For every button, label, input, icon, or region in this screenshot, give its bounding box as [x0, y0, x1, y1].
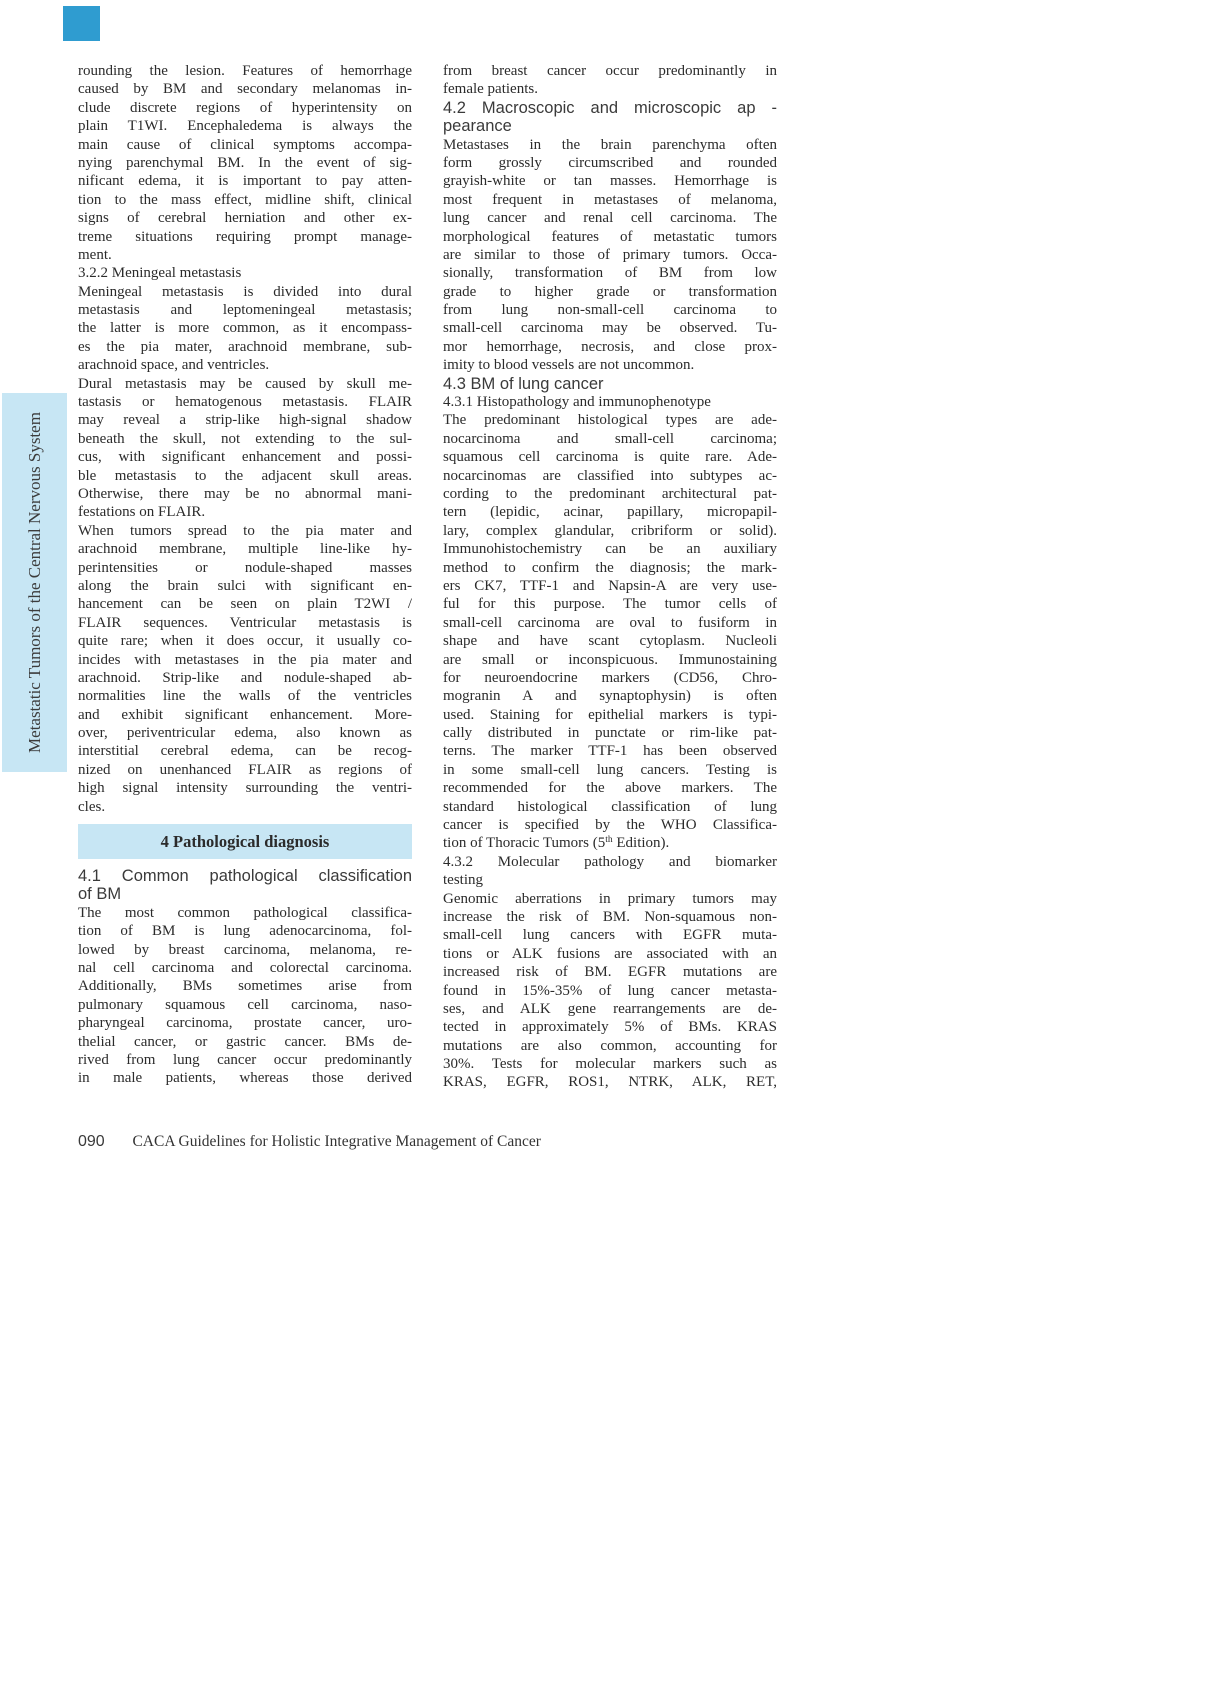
text-line: 4.3.2 Molecular pathology and biomarker: [443, 853, 777, 870]
text-line: Otherwise, there may be no abnormal mani-: [78, 485, 412, 502]
text-line: FLAIR sequences. Ventricular metastasis is: [78, 614, 412, 631]
text-line: used. Staining for epithelial markers is typi-: [443, 706, 777, 723]
text-line: interstitial cerebral edema, can be recog-: [78, 743, 412, 760]
paragraph: [443, 62, 777, 99]
text-line: recommended for the above markers. The: [443, 780, 777, 797]
text-line: of BM: [78, 885, 122, 904]
text-line: form grossly circumscribed and rounded: [443, 154, 777, 171]
page-number: 090: [78, 1133, 105, 1150]
paragraph: [443, 393, 777, 411]
text-line: nying parenchymal BM. In the event of sig-: [78, 154, 412, 171]
paragraph: [78, 522, 412, 816]
text-line: cus, with significant enhancement and possi-: [78, 449, 412, 466]
paragraph: [443, 136, 777, 375]
text-line: When tumors spread to the pia mater and: [78, 522, 412, 539]
text-line: nocarcinomas are classified into subtypes ac-: [443, 467, 777, 484]
text-line: standard histological classification of lung: [443, 798, 777, 815]
text-line: method to confirm the diagnosis; the mark-: [443, 559, 777, 576]
paragraph: [78, 62, 412, 264]
text-line: are similar to those of primary tumors. Occa-: [443, 246, 777, 263]
text-line: 30%. Tests for molecular markers such as: [443, 1056, 777, 1073]
text-line: increase the risk of BM. Non-squamous non-: [443, 908, 777, 925]
footer-title: CACA Guidelines for Holistic Integrative Management of Cancer: [132, 1133, 541, 1150]
text-line: cording to the predominant architectural pat-: [443, 485, 777, 502]
page-footer: [78, 1133, 778, 1151]
text-line: Additionally, BMs sometimes arise from: [78, 978, 412, 995]
text-line: pearance: [443, 117, 512, 136]
text-line: beneath the skull, not extending to the sul-: [78, 430, 412, 447]
text-line: lung cancer and renal cell carcinoma. The: [443, 210, 777, 227]
text-line: nal cell carcinoma and colorectal carcinoma.: [78, 959, 412, 976]
text-line: metastasis and leptomeningeal metastasis;: [78, 302, 412, 319]
text-line: may reveal a strip-like high-signal shadow: [78, 412, 412, 429]
text-line: signs of cerebral herniation and other ex-: [78, 210, 412, 227]
text-line: in male patients, whereas those derived: [78, 1070, 412, 1087]
section-heading: [443, 99, 777, 136]
text-line: normalities line the walls of the ventricles: [78, 688, 412, 705]
text-line: in some small-cell lung cancers. Testing is: [443, 761, 777, 778]
text-line: are small or inconspicuous. Immunostaining: [443, 651, 777, 668]
text-line: KRAS, EGFR, ROS1, NTRK, ALK, RET,: [443, 1074, 777, 1091]
text-line: cally distributed in punctate or rim-like pat-: [443, 725, 777, 742]
chapter-tab: [2, 393, 67, 772]
text-line: morphological features of metastatic tumors: [443, 228, 777, 245]
text-line: [443, 834, 777, 852]
text-line: the latter is more common, as it encompass-: [78, 320, 412, 337]
text-line: quite rare; when it does occur, it usually co-: [78, 633, 412, 650]
text-line: rived from lung cancer occur predominantly: [78, 1051, 412, 1068]
corner-marker-square: [63, 6, 100, 41]
text-line: pulmonary squamous cell carcinoma, naso-: [78, 996, 412, 1013]
text-line: female patients.: [443, 81, 538, 98]
text-line: 4.3 BM of lung cancer: [443, 374, 604, 393]
text-line: small-cell lung cancers with EGFR muta-: [443, 927, 777, 944]
text-line: testing: [443, 872, 483, 889]
paragraph: [443, 853, 777, 890]
text-line: tion to the mass effect, midline shift, clinical: [78, 191, 412, 208]
text-line: perintensities or nodule-shaped masses: [78, 559, 412, 576]
text-line: 4.1 Common pathological classification: [78, 867, 412, 886]
text-line: plain T1WI. Encephaledema is always the: [78, 118, 412, 135]
text-line: main cause of clinical symptoms accompa-: [78, 136, 412, 153]
text-line: squamous cell carcinoma is quite rare. Ade-: [443, 449, 777, 466]
text-line: mor hemorrhage, necrosis, and close prox-: [443, 338, 777, 355]
text-line: increased risk of BM. EGFR mutations are: [443, 964, 777, 981]
text-line: festations on FLAIR.: [78, 504, 206, 521]
text-line: arachnoid membrane, multiple line-like hy-: [78, 541, 412, 558]
text-line: lary, complex glandular, cribriform or solid).: [443, 522, 777, 539]
text-line: nificant edema, it is important to pay atten-: [78, 173, 412, 190]
section-heading: [78, 867, 412, 904]
text-line: most frequent in metastases of melanoma,: [443, 191, 777, 208]
section-heading: [443, 375, 777, 393]
text-line: lowed by breast carcinoma, melanoma, re-: [78, 941, 412, 958]
text-line: mutations are also common, accounting for: [443, 1037, 777, 1054]
text-line: ses, and ALK gene rearrangements are de-: [443, 1000, 777, 1017]
text-line: rounding the lesion. Features of hemorrhage: [78, 63, 412, 79]
text-line: nocarcinoma and small-cell carcinoma;: [443, 430, 777, 447]
paragraph: [78, 264, 412, 282]
text-line: ment.: [78, 246, 112, 263]
text-line: arachnoid. Strip-like and nodule-shaped ab-: [78, 669, 412, 686]
right-column: [443, 62, 777, 1092]
text-line: grade to higher grade or transformation: [443, 283, 777, 300]
text-line: ble metastasis to the adjacent skull areas.: [78, 467, 412, 484]
left-column: [78, 62, 412, 1088]
section-band-label: 4 Pathological diagnosis: [160, 831, 330, 851]
text-line: shape and have scant cytoplasm. Nucleoli: [443, 633, 777, 650]
text-line: for neuroendocrine markers (CD56, Chro-: [443, 669, 777, 686]
text-line: pharyngeal carcinoma, prostate cancer, uro-: [78, 1015, 412, 1032]
text-line: arachnoid space, and ventricles.: [78, 357, 270, 374]
text-line: ers CK7, TTF-1 and Napsin-A are very use-: [443, 577, 777, 594]
paragraph: [443, 890, 777, 1092]
superscript: th: [605, 835, 613, 846]
paragraph: [78, 375, 412, 522]
paragraph: [443, 411, 777, 852]
text-line: 4.3.1 Histopathology and immunophenotype: [443, 394, 711, 411]
text-line: tions or ALK fusions are associated with an: [443, 945, 777, 962]
text-line: imity to blood vessels are not uncommon.: [443, 357, 695, 374]
text-line: The predominant histological types are ade-: [443, 412, 777, 429]
text-line: small-cell carcinoma may be observed. Tu-: [443, 320, 777, 337]
text-line: small-cell carcinoma are oval to fusiform in: [443, 614, 777, 631]
paragraph: [78, 283, 412, 375]
text-line: tern (lepidic, acinar, papillary, micropapil-: [443, 504, 777, 521]
text-line: ful for this purpose. The tumor cells of: [443, 596, 777, 613]
text-line: high signal intensity surrounding the ventri-: [78, 780, 412, 797]
text-segment: Edition).: [612, 835, 670, 852]
text-line: nized on unenhanced FLAIR as regions of: [78, 761, 412, 778]
text-line: grayish-white or tan masses. Hemorrhage is: [443, 173, 777, 190]
text-line: cancer is specified by the WHO Classifica-: [443, 817, 777, 834]
chapter-tab-label: Metastatic Tumors of the Central Nervous System: [25, 412, 44, 753]
text-line: Genomic aberrations in primary tumors may: [443, 890, 777, 907]
text-line: from lung non-small-cell carcinoma to: [443, 302, 777, 319]
text-line: hancement can be seen on plain T2WI /: [78, 596, 412, 613]
text-line: incides with metastases in the pia mater and: [78, 651, 412, 668]
text-line: 3.2.2 Meningeal metastasis: [78, 265, 242, 282]
text-segment: tion of Thoracic Tumors (5: [443, 835, 606, 852]
text-line: found in 15%-35% of lung cancer metasta-: [443, 982, 777, 999]
text-line: treme situations requiring prompt manage-: [78, 228, 412, 245]
text-line: tion of BM is lung adenocarcinoma, fol-: [78, 923, 412, 940]
text-line: sionally, transformation of BM from low: [443, 265, 777, 282]
text-line: tected in approximately 5% of BMs. KRAS: [443, 1019, 777, 1036]
text-line: terns. The marker TTF-1 has been observed: [443, 743, 777, 760]
text-line: tastasis or hematogenous metastasis. FLAIR: [78, 394, 412, 411]
section-band: [78, 824, 412, 859]
text-line: thelial cancer, or gastric cancer. BMs de-: [78, 1033, 412, 1050]
text-line: and exhibit significant enhancement. More-: [78, 706, 412, 723]
text-line: Dural metastasis may be caused by skull me-: [78, 375, 412, 392]
text-line: along the brain sulci with significant en-: [78, 577, 412, 594]
paragraph: [78, 904, 412, 1088]
text-line: over, periventricular edema, also known as: [78, 725, 412, 742]
text-line: es the pia mater, arachnoid membrane, sub-: [78, 338, 412, 355]
text-line: The most common pathological classifica-: [78, 904, 412, 921]
text-line: mogranin A and synaptophysin) is often: [443, 688, 777, 705]
text-line: caused by BM and secondary melanomas in-: [78, 81, 412, 98]
text-line: Immunohistochemistry can be an auxiliary: [443, 541, 777, 558]
text-line: Metastases in the brain parenchyma often: [443, 136, 777, 153]
text-line: clude discrete regions of hyperintensity on: [78, 99, 412, 116]
text-line: Meningeal metastasis is divided into dural: [78, 283, 412, 300]
text-line: cles.: [78, 798, 106, 815]
text-line: from breast cancer occur predominantly in: [443, 63, 777, 79]
text-line: 4.2 Macroscopic and microscopic ap -: [443, 98, 777, 117]
